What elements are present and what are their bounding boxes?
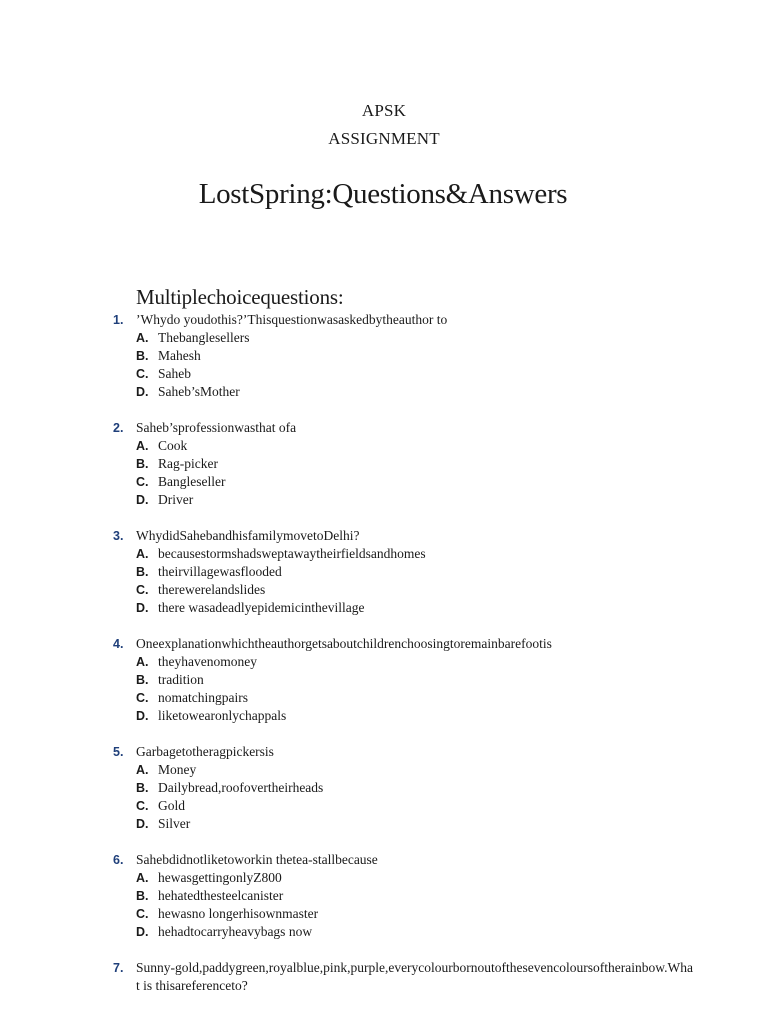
option-letter: D. bbox=[136, 817, 149, 831]
answer-option bbox=[136, 329, 768, 347]
option-letter: A. bbox=[136, 439, 149, 453]
answer-option bbox=[136, 923, 768, 941]
question-text: Sunny-gold,paddygreen,royalblue,pink,purple,everycolourbornoutofthesevencoloursoftherainbow.What is thisareferenceto? bbox=[136, 960, 693, 993]
option-text: Bangleseller bbox=[158, 474, 226, 489]
answer-option bbox=[136, 383, 768, 401]
option-text: hewasno longerhisownmaster bbox=[158, 906, 319, 921]
option-letter: A. bbox=[136, 763, 149, 777]
answer-option bbox=[136, 437, 768, 455]
option-text: nomatchingpairs bbox=[158, 690, 248, 705]
answer-option bbox=[136, 815, 768, 833]
option-text: hehatedthesteelcanister bbox=[158, 888, 284, 903]
answer-option bbox=[136, 491, 768, 509]
question-number: 5. bbox=[113, 745, 124, 759]
option-letter: B. bbox=[136, 457, 149, 471]
option-letter: C. bbox=[136, 691, 149, 705]
question-number: 1. bbox=[113, 313, 124, 327]
option-letter: C. bbox=[136, 907, 149, 921]
answer-option bbox=[136, 347, 768, 365]
option-text: theyhavenomoney bbox=[158, 654, 257, 669]
document-title: LostSpring:Questions&Answers bbox=[198, 178, 568, 210]
option-text: Cook bbox=[158, 438, 188, 453]
option-text: Rag-picker bbox=[158, 456, 218, 471]
question-number: 7. bbox=[113, 961, 124, 975]
option-letter: D. bbox=[136, 709, 149, 723]
question-text: Garbagetotheragpickersis bbox=[136, 744, 274, 759]
section-heading: Multiplechoicequestions: bbox=[136, 285, 344, 309]
option-letter: A. bbox=[136, 655, 149, 669]
answer-option bbox=[136, 455, 768, 473]
option-text: hehadtocarryheavybags now bbox=[158, 924, 313, 939]
answer-option bbox=[136, 473, 768, 491]
answer-option bbox=[136, 761, 768, 779]
option-letter: B. bbox=[136, 673, 149, 687]
question-text: Sahebdidnotliketoworkin thetea-stallbecause bbox=[136, 852, 378, 867]
option-text: therewerelandslides bbox=[158, 582, 266, 597]
answer-option bbox=[136, 671, 768, 689]
answer-option bbox=[136, 563, 768, 581]
option-text: Silver bbox=[158, 816, 191, 831]
option-text: tradition bbox=[158, 672, 204, 687]
option-text: theirvillagewasflooded bbox=[158, 564, 282, 579]
question-list bbox=[0, 311, 768, 1013]
question-text: Saheb’sprofessionwasthat ofa bbox=[136, 420, 297, 435]
option-letter: A. bbox=[136, 547, 149, 561]
question-item bbox=[0, 527, 768, 617]
question-number: 3. bbox=[113, 529, 124, 543]
option-letter: B. bbox=[136, 349, 149, 363]
option-text: Mahesh bbox=[158, 348, 201, 363]
option-letter: A. bbox=[136, 331, 149, 345]
question-number: 4. bbox=[113, 637, 124, 651]
option-text: Thebanglesellers bbox=[158, 330, 250, 345]
option-letter: D. bbox=[136, 601, 149, 615]
question-text: ’Whydo youdothis?’Thisquestionwasaskedbytheauthor to bbox=[136, 312, 448, 327]
option-letter: D. bbox=[136, 925, 149, 939]
option-text: Saheb bbox=[158, 366, 191, 381]
question-text: WhydidSahebandhisfamilymovetoDelhi? bbox=[136, 528, 360, 543]
option-letter: B. bbox=[136, 889, 149, 903]
question-item bbox=[0, 311, 768, 401]
option-letter: A. bbox=[136, 871, 149, 885]
question-item bbox=[0, 743, 768, 833]
option-letter: C. bbox=[136, 583, 149, 597]
answer-option bbox=[136, 689, 768, 707]
assignment-label: ASSIGNMENT bbox=[328, 129, 440, 148]
option-text: Dailybread,roofovertheirheads bbox=[158, 780, 324, 795]
question-number: 6. bbox=[113, 853, 124, 867]
option-letter: C. bbox=[136, 367, 149, 381]
question-item bbox=[0, 959, 768, 995]
answer-option bbox=[136, 779, 768, 797]
option-letter: D. bbox=[136, 385, 149, 399]
answer-option bbox=[136, 707, 768, 725]
question-item bbox=[0, 419, 768, 509]
option-letter: C. bbox=[136, 799, 149, 813]
option-text: hewasgettingonlyZ800 bbox=[158, 870, 282, 885]
answer-option bbox=[136, 797, 768, 815]
answer-option bbox=[136, 905, 768, 923]
answer-option bbox=[136, 599, 768, 617]
question-item bbox=[0, 851, 768, 941]
answer-option bbox=[136, 365, 768, 383]
question-text: Oneexplanationwhichtheauthorgetsaboutchildrenchoosingtoremainbarefootis bbox=[136, 636, 552, 651]
option-text: there wasadeadlyepidemicinthevillage bbox=[158, 600, 365, 615]
answer-option bbox=[136, 581, 768, 599]
question-item bbox=[0, 635, 768, 725]
answer-option bbox=[136, 653, 768, 671]
option-text: Money bbox=[158, 762, 197, 777]
option-text: Saheb’sMother bbox=[158, 384, 240, 399]
option-text: liketowearonlychappals bbox=[158, 708, 287, 723]
option-text: Gold bbox=[158, 798, 185, 813]
option-text: becausestormshadsweptawaytheirfieldsandhomes bbox=[158, 546, 426, 561]
answer-option bbox=[136, 869, 768, 887]
option-letter: C. bbox=[136, 475, 149, 489]
option-text: Driver bbox=[158, 492, 194, 507]
option-letter: D. bbox=[136, 493, 149, 507]
org-name: APSK bbox=[361, 101, 407, 120]
answer-option bbox=[136, 545, 768, 563]
option-letter: B. bbox=[136, 781, 149, 795]
answer-option bbox=[136, 887, 768, 905]
question-number: 2. bbox=[113, 421, 124, 435]
option-letter: B. bbox=[136, 565, 149, 579]
